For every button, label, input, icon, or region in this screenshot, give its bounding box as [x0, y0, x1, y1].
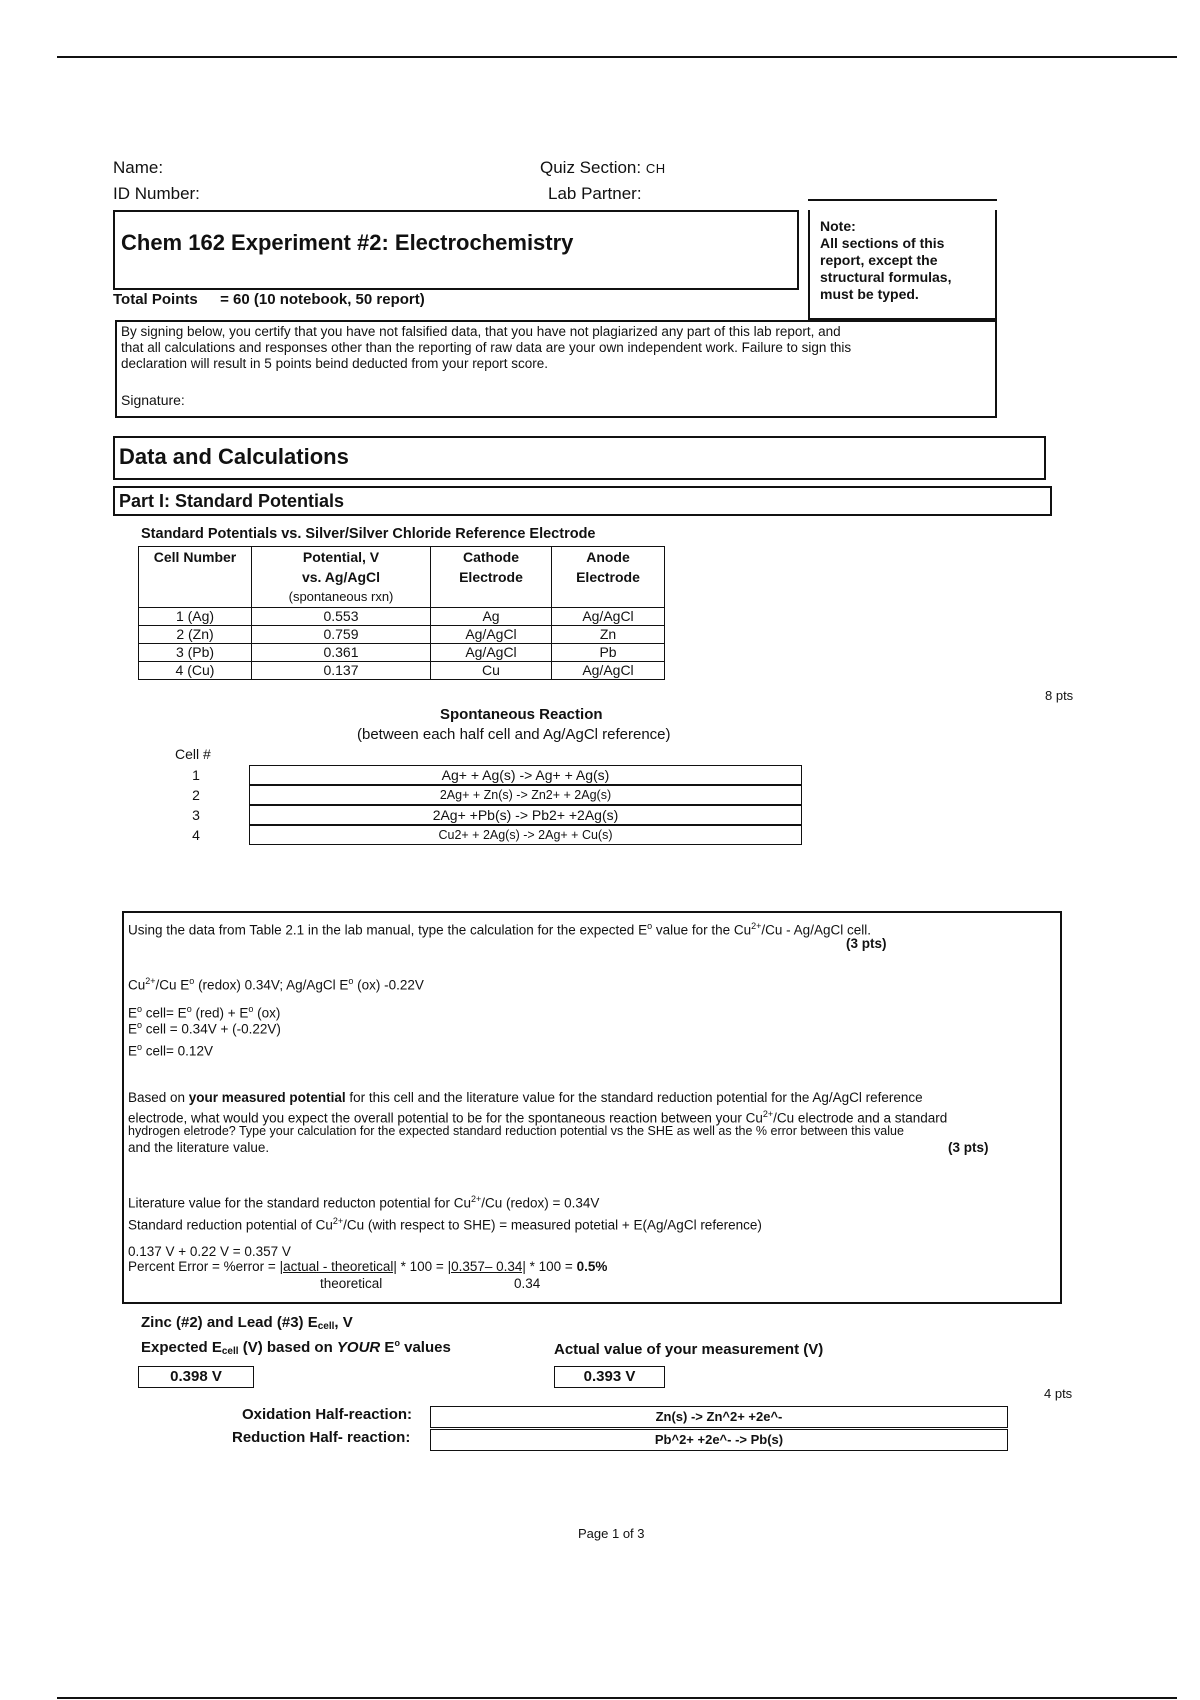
table-row [139, 626, 665, 644]
note-line: report, except the [820, 252, 938, 268]
note-line: structural formulas, [820, 269, 952, 285]
cell-anode: Ag/AgCl [552, 662, 665, 680]
text: /Cu (with respect to SHE) = measured potetial + E(Ag/AgCl reference) [343, 1217, 762, 1233]
answer-1-line-4 [128, 1039, 213, 1060]
subscript: cell [317, 1321, 335, 1332]
reaction-cell-number: 1 [192, 767, 200, 783]
col-header-text: Electrode [576, 569, 640, 585]
quiz-section-value: CH [645, 161, 666, 176]
superscript-charge: 2+ [762, 1109, 774, 1119]
potential-table-caption: Standard Potentials vs. Silver/Silver Chloride Reference Electrode [141, 526, 596, 542]
part1-heading: Part I: Standard Potentials [119, 491, 345, 511]
col-header-cathode [431, 547, 552, 608]
fraction-numerator: |0.357– 0.34| [447, 1259, 526, 1274]
text: E [128, 1043, 138, 1059]
text: E [128, 1005, 138, 1021]
total-points-label: Total Points [113, 291, 198, 308]
oxidation-label: Oxidation Half-reaction: [242, 1406, 413, 1423]
superscript-charge: 2+ [332, 1216, 344, 1226]
text: (ox) -0.22V [353, 977, 424, 993]
declaration-line: that all calculations and responses other than the reporting of raw data are your own independent work. Failure to sign this [121, 340, 852, 355]
text: * 100 = [396, 1259, 448, 1274]
degree-symbol: o [348, 976, 354, 986]
degree-symbol: o [189, 976, 195, 986]
text: /Cu - Ag/AgCl cell. [761, 922, 871, 938]
total-points [113, 291, 425, 308]
zinc-lead-heading [141, 1314, 353, 1332]
question-2-line-1 [128, 1089, 923, 1106]
degree-symbol: o [137, 1042, 143, 1052]
calculation-box [122, 911, 1062, 1304]
col-header-potential [252, 547, 431, 608]
superscript-charge: 2+ [145, 976, 156, 986]
text: cell= 0.12V [142, 1043, 213, 1059]
cell-number: 1 (Ag) [139, 608, 252, 626]
expected-value-field: 0.398 V [138, 1366, 254, 1388]
cell-potential: 0.137 [252, 662, 431, 680]
text: (red) + E [191, 1005, 249, 1021]
text: /Cu (redox) = 0.34V [481, 1195, 600, 1211]
reaction-cell-number: 3 [192, 807, 200, 823]
col-header-text: Cell Number [153, 549, 237, 565]
cell-cathode: Cu [431, 662, 552, 680]
cell-potential: 0.361 [252, 644, 431, 662]
fraction-denominator: theoretical [320, 1276, 383, 1291]
total-points-value: = 60 (10 notebook, 50 report) [220, 291, 425, 308]
quiz-section-field [540, 158, 666, 178]
text: cell= E [142, 1005, 187, 1021]
reaction-field: Cu2+ + 2Ag(s) -> 2Ag+ + Cu(s) [249, 825, 802, 845]
title-box [113, 210, 799, 290]
note-text [820, 218, 951, 303]
text: electrode, what would you expect the overall potential to be for the spontaneous reaction between your Cu [128, 1110, 763, 1126]
answer-2-line-2 [128, 1213, 762, 1234]
text: Cu [128, 977, 146, 993]
col-header-subtext: (spontaneous rxn) [288, 589, 394, 604]
text: Using the data from Table 2.1 in the lab manual, type the calculation for the expected E [128, 922, 648, 938]
reaction-cell-number: 4 [192, 827, 200, 843]
text: E [380, 1339, 395, 1356]
answer-2-line-4 [128, 1258, 607, 1275]
reaction-field: Ag+ + Ag(s) -> Ag+ + Ag(s) [249, 765, 802, 785]
cell-number: 2 (Zn) [139, 626, 252, 644]
table-row [139, 608, 665, 626]
text: Percent Error = %error = [128, 1259, 280, 1274]
bold-text: your measured potential [188, 1090, 346, 1105]
question-1 [128, 918, 871, 939]
declaration-line: By signing below, you certify that you have not falsified data, that you have not plagiarized any part of this lab report, and [121, 324, 841, 339]
text: E [128, 1021, 138, 1037]
name-label: Name: [113, 158, 164, 177]
declaration-box [115, 320, 997, 418]
declaration-line: declaration will result in 5 points beind deducted from your report score. [121, 356, 548, 371]
question-2-points: (3 pts) [948, 1140, 989, 1155]
text: values [399, 1339, 451, 1356]
text: /Cu electrode and a standard [773, 1110, 948, 1126]
text: (V) based on [238, 1339, 337, 1356]
reaction-field: 2Ag+ +Pb(s) -> Pb2+ +2Ag(s) [249, 805, 802, 825]
page-number: Page 1 of 3 [578, 1526, 645, 1541]
col-header-text: Cathode [463, 549, 519, 565]
reduction-field: Pb^2+ +2e^- -> Pb(s) [430, 1429, 1008, 1451]
cell-potential: 0.759 [252, 626, 431, 644]
top-rule [57, 56, 1177, 58]
cell-cathode: Ag [431, 608, 552, 626]
potential-table-header-row [139, 547, 665, 608]
expected-ecell-label [141, 1338, 451, 1357]
col-header-text: vs. Ag/AgCl [301, 569, 381, 585]
fraction-denominator: 0.34 [514, 1276, 541, 1291]
actual-value-label: Actual value of your measurement (V) [554, 1341, 824, 1358]
superscript-charge: 2+ [470, 1194, 482, 1204]
cell-anode: Zn [552, 626, 665, 644]
text: , V [334, 1314, 353, 1331]
potential-table [138, 546, 665, 680]
spontaneous-subtitle: (between each half cell and Ag/AgCl reference) [357, 726, 671, 743]
answer-2-line-3: 0.137 V + 0.22 V = 0.357 V [128, 1244, 291, 1259]
points-8: 8 pts [1045, 688, 1074, 703]
data-calculations-heading-box [113, 436, 1046, 480]
bold-text: 0.5% [576, 1259, 608, 1274]
reaction-cell-number: 2 [192, 787, 200, 803]
text: value for the Cu [652, 922, 752, 938]
part1-heading-box [113, 486, 1052, 516]
degree-symbol: o [137, 1004, 143, 1014]
cell-number: 4 (Cu) [139, 662, 252, 680]
text: (redox) 0.34V; Ag/AgCl E [194, 977, 349, 993]
subscript: cell [221, 1346, 239, 1357]
note-line: must be typed. [820, 286, 919, 302]
cell-cathode: Ag/AgCl [431, 626, 552, 644]
table-row [139, 644, 665, 662]
spontaneous-title: Spontaneous Reaction [440, 706, 603, 723]
actual-value-field: 0.393 V [554, 1366, 665, 1388]
col-header-text: Anode [586, 549, 630, 565]
col-header-text: Electrode [459, 569, 523, 585]
question-2-line-4: and the literature value. [128, 1140, 270, 1155]
text: Standard reduction potential of Cu [128, 1217, 333, 1233]
question-2-line-3: hydrogen eletrode? Type your calculation for the expected standard reduction potential vs the SHE as well as the % error between this value [128, 1124, 904, 1138]
text: cell = 0.34V + (-0.22V) [142, 1021, 281, 1037]
data-calculations-heading: Data and Calculations [119, 444, 349, 469]
fraction-numerator: |actual - theoretical| [279, 1259, 397, 1274]
degree-symbol: o [248, 1004, 254, 1014]
col-header-cell-number [139, 547, 252, 608]
degree-symbol: o [647, 921, 653, 931]
points-4: 4 pts [1044, 1386, 1073, 1401]
bottom-rule [57, 1697, 1177, 1699]
answer-1-line-3 [128, 1017, 281, 1038]
note-box [808, 210, 997, 320]
reduction-label: Reduction Half- reaction: [232, 1429, 411, 1446]
id-number-label: ID Number: [113, 184, 200, 203]
cell-cathode: Ag/AgCl [431, 644, 552, 662]
answer-1-line-1 [128, 973, 424, 994]
text: Based on [128, 1090, 189, 1105]
cell-potential: 0.553 [252, 608, 431, 626]
text: /Cu E [155, 977, 190, 993]
degree-symbol: o [186, 1004, 192, 1014]
note-top-rule [808, 199, 997, 201]
note-heading: Note: [820, 218, 856, 234]
oxidation-field: Zn(s) -> Zn^2+ +2e^- [430, 1406, 1008, 1428]
answer-2-line-1 [128, 1191, 599, 1212]
text: Literature value for the standard reducton potential for Cu [128, 1195, 471, 1211]
text: Zinc (#2) and Lead (#3) E [141, 1314, 318, 1331]
superscript-charge: 2+ [751, 921, 762, 931]
page-title: Chem 162 Experiment #2: Electrochemistry [121, 230, 574, 255]
quiz-section-label: Quiz Section: [540, 158, 642, 177]
text: * 100 = [525, 1259, 577, 1274]
cell-number: 3 (Pb) [139, 644, 252, 662]
table-row [139, 662, 665, 680]
signature-label: Signature: [121, 392, 185, 408]
cell-anode: Ag/AgCl [552, 608, 665, 626]
degree-symbol: o [394, 1338, 400, 1348]
lab-partner-label: Lab Partner: [548, 184, 642, 203]
cell-anode: Pb [552, 644, 665, 662]
reaction-field: 2Ag+ + Zn(s) -> Zn2+ + 2Ag(s) [249, 785, 802, 805]
text: (ox) [253, 1005, 281, 1021]
text: for this cell and the literature value for the standard reduction potential for the Ag/AgCl reference [345, 1090, 923, 1105]
cell-hash-label: Cell # [175, 746, 211, 762]
question-1-points: (3 pts) [846, 936, 887, 951]
italic-text: YOUR [336, 1339, 381, 1356]
col-header-text: Potential, V [302, 549, 380, 565]
declaration-text [121, 324, 851, 372]
col-header-anode [552, 547, 665, 608]
note-line: All sections of this [820, 235, 945, 251]
text: Expected E [141, 1339, 222, 1356]
degree-symbol: o [137, 1020, 143, 1030]
